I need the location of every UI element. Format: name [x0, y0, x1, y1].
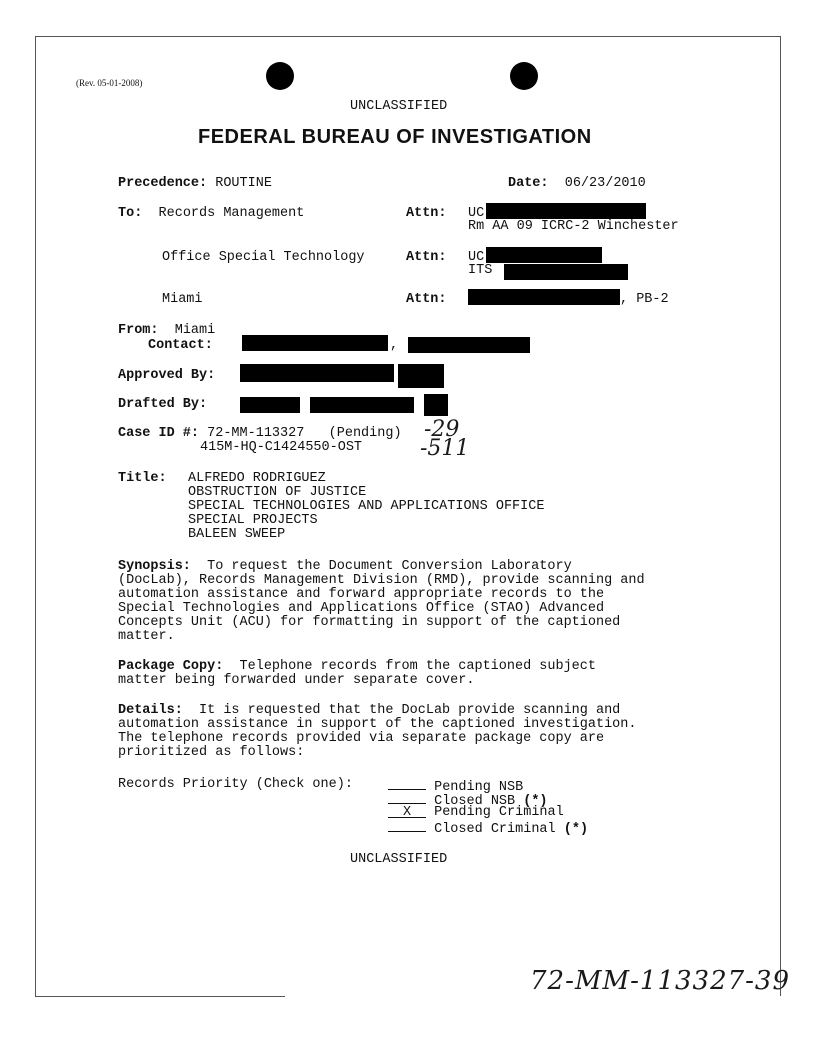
synopsis-text: To request the Document Conversion Laboratory	[207, 559, 572, 574]
synopsis-line: Special Technologies and Applications Office (STAO) Advanced	[118, 601, 605, 616]
redaction-attn-2a	[486, 247, 602, 263]
precedence-label: Precedence:	[118, 176, 208, 191]
priority-option-text: Pending Criminal	[434, 805, 564, 820]
package-line: matter being forwarded under separate cover.	[118, 673, 475, 688]
details-line: automation assistance in support of the captioned investigation.	[118, 717, 637, 732]
classification-top: UNCLASSIFIED	[350, 99, 448, 114]
package-text: Telephone records from the captioned subject	[239, 659, 596, 674]
case-id-2: 415M-HQ-C1424550-OST	[200, 440, 363, 455]
priority-option-star: (*)	[563, 822, 589, 837]
from-label: From:	[118, 323, 159, 338]
package-line-first	[118, 660, 596, 673]
redaction-attn-3	[468, 289, 620, 305]
left-border-line	[35, 36, 36, 996]
details-line-first	[118, 704, 620, 717]
precedence-row	[118, 177, 272, 190]
details-label: Details:	[118, 703, 183, 718]
redaction-contact-1	[242, 335, 388, 351]
agency-title: FEDERAL BUREAU OF INVESTIGATION	[198, 126, 592, 148]
priority-checkbox[interactable]	[388, 820, 426, 832]
priority-checkbox[interactable]	[388, 792, 426, 804]
priority-checkbox[interactable]	[388, 778, 426, 790]
title-line: SPECIAL TECHNOLOGIES AND APPLICATIONS OFFICE	[188, 499, 545, 514]
priority-option	[388, 820, 588, 836]
approved-label: Approved By:	[118, 368, 216, 383]
redaction-drafted-2	[310, 397, 414, 413]
details-line: prioritized as follows:	[118, 745, 305, 760]
top-border-line	[35, 36, 780, 37]
from-value: Miami	[174, 323, 216, 338]
details-line: The telephone records provided via separate package copy are	[118, 731, 605, 746]
priority-option-text: Closed Criminal	[434, 822, 556, 837]
redaction-contact-2	[408, 337, 530, 353]
title-label: Title:	[118, 471, 167, 486]
form-revision: (Rev. 05-01-2008)	[76, 78, 143, 88]
bottom-border-line	[35, 996, 285, 997]
title-line: SPECIAL PROJECTS	[188, 513, 318, 528]
priority-checkbox[interactable]: X	[388, 806, 426, 818]
title-line: BALEEN SWEEP	[188, 527, 286, 542]
handwritten-serial: 72-MM-113327-39	[530, 966, 791, 996]
redaction-approved-1	[240, 364, 394, 382]
to-label: To:	[118, 206, 143, 221]
case-id-2-handwritten: -511	[420, 436, 470, 461]
attn-2-line-2: ITS	[468, 263, 493, 278]
case-id-row-1	[118, 427, 402, 440]
redaction-drafted-1	[240, 397, 300, 413]
synopsis-line-first	[118, 560, 572, 573]
right-border-line	[780, 36, 781, 996]
priority-option-text: Pending NSB	[434, 780, 524, 795]
contact-label: Contact:	[148, 338, 213, 353]
punch-hole-left	[266, 62, 294, 90]
case-id-1: 72-MM-113327	[207, 426, 305, 441]
date-value: 06/23/2010	[564, 176, 646, 191]
attn-label-2: Attn:	[406, 250, 447, 265]
date-label: Date:	[508, 176, 549, 191]
attn-2-line-1: UC	[468, 250, 485, 265]
from-row	[118, 324, 215, 337]
priority-option-star: (*)	[523, 794, 548, 809]
date-row	[508, 177, 646, 190]
priority-label: Records Priority (Check one):	[118, 777, 353, 792]
attn-1-line-2: Rm AA 09 ICRC-2 Winchester	[468, 219, 679, 234]
case-id-1-handwritten: -29	[424, 417, 460, 442]
redaction-attn-2b	[504, 264, 628, 280]
synopsis-label: Synopsis:	[118, 559, 191, 574]
to-row-1	[118, 207, 304, 220]
to-records-management: Records Management	[158, 206, 305, 221]
priority-option	[388, 806, 572, 819]
to-office-special-technology: Office Special Technology	[162, 250, 365, 265]
punch-hole-right	[510, 62, 538, 90]
attn-label-1: Attn:	[406, 206, 447, 221]
case-id-1-status: (Pending)	[328, 426, 402, 441]
synopsis-line: automation assistance and forward appropriate records to the	[118, 587, 605, 602]
synopsis-line: (DocLab), Records Management Division (RMD), provide scanning and	[118, 573, 645, 588]
redaction-attn-1	[486, 203, 646, 219]
priority-option-text: Closed NSB	[434, 794, 516, 809]
redaction-drafted-3	[424, 394, 448, 416]
synopsis-line: Concepts Unit (ACU) for formatting in support of the captioned	[118, 615, 621, 630]
title-line: ALFREDO RODRIGUEZ	[188, 471, 326, 486]
contact-comma: ,	[390, 338, 399, 353]
attn-label-3: Attn:	[406, 292, 447, 307]
attn-3-suffix: , PB-2	[620, 292, 669, 307]
case-id-label: Case ID #:	[118, 426, 200, 441]
to-miami: Miami	[162, 292, 203, 307]
drafted-label: Drafted By:	[118, 397, 208, 412]
synopsis-line: matter.	[118, 629, 175, 644]
precedence-value: ROUTINE	[215, 176, 272, 191]
package-label: Package Copy:	[118, 659, 224, 674]
classification-bottom: UNCLASSIFIED	[350, 852, 448, 867]
title-line: OBSTRUCTION OF JUSTICE	[188, 485, 367, 500]
details-text: It is requested that the DocLab provide scanning and	[199, 703, 621, 718]
attn-1-line-1: UC	[468, 206, 485, 221]
redaction-approved-2	[398, 364, 444, 388]
